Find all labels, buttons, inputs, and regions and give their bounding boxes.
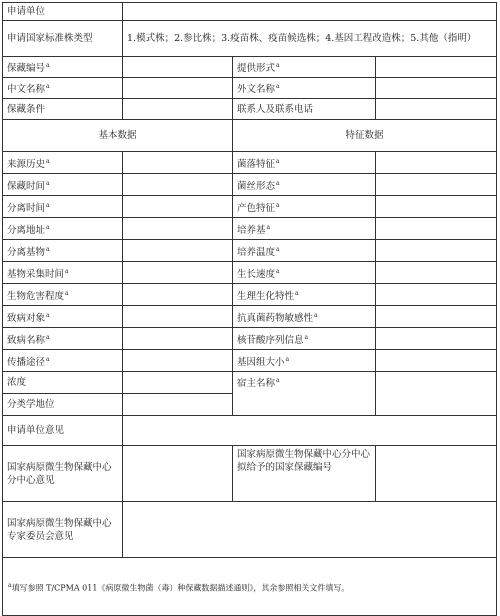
data-row	[3, 262, 497, 284]
contact-info-field[interactable]	[376, 99, 497, 120]
chinese-name-label: 中文名称$^a$	[3, 78, 123, 99]
data-row-right-label: 生理生化特性$^a$	[233, 284, 376, 306]
data-row-left-label: 来源历史$^a$	[3, 152, 123, 174]
data-row	[3, 152, 497, 174]
provision-form-label: 提供形式$^a$	[233, 57, 376, 78]
data-row-right-label: 培养温度$^a$	[233, 240, 376, 262]
data-row-right-label: 生长速度$^a$	[233, 262, 376, 284]
data-row-left-field[interactable]	[123, 328, 233, 350]
concentration-field[interactable]	[123, 372, 233, 394]
preservation-number-field[interactable]	[123, 57, 233, 78]
data-row	[3, 174, 497, 196]
footnote: $^a$填写参照 T/CPMA 011《病原微生物菌（毒）种保藏数据描述通则》，其余参照相关文件填写。	[3, 558, 497, 616]
expert-committee-opinion-label: 国家病原微生物保藏中心专家委员会意见	[3, 502, 123, 558]
data-row	[3, 328, 497, 350]
data-row	[3, 240, 497, 262]
data-row-left-label: 分离时间$^a$	[3, 196, 123, 218]
data-row	[3, 284, 497, 306]
data-row-left-field[interactable]	[123, 218, 233, 240]
data-row-right-field[interactable]	[376, 218, 497, 240]
data-row-left-label: 基物采集时间$^a$	[3, 262, 123, 284]
applicant-unit-field[interactable]	[123, 3, 497, 21]
name-row	[3, 78, 497, 99]
expert-committee-row	[3, 502, 497, 558]
applicant-unit-label: 申请单位	[3, 3, 123, 21]
data-row	[3, 306, 497, 328]
data-row-right-field[interactable]	[376, 174, 497, 196]
chinese-name-field[interactable]	[123, 78, 233, 99]
host-name-label: 宿主名称$^a$	[233, 372, 376, 416]
preservation-conditions-field[interactable]	[123, 99, 233, 120]
data-row-right-field[interactable]	[376, 350, 497, 372]
data-row-left-label: 致病名称$^a$	[3, 328, 123, 350]
data-row	[3, 218, 497, 240]
subcenter-row	[3, 446, 497, 502]
basic-data-header: 基本数据	[3, 120, 233, 152]
foreign-name-field[interactable]	[376, 78, 497, 99]
taxonomic-position-label: 分类学地位	[3, 394, 123, 416]
subcenter-opinion-label: 国家病原微生物保藏中心分中心意见	[3, 446, 123, 502]
standard-strain-type-row	[3, 21, 497, 57]
applicant-unit-row	[3, 3, 497, 21]
data-row-right-field[interactable]	[376, 284, 497, 306]
standard-strain-type-label: 申请国家标准株类型	[3, 21, 123, 57]
data-row-right-field[interactable]	[376, 152, 497, 174]
data-row-left-field[interactable]	[123, 284, 233, 306]
section-header-row	[3, 120, 497, 152]
expert-committee-opinion-field[interactable]	[123, 502, 497, 558]
data-row-left-label: 分离基物$^a$	[3, 240, 123, 262]
foreign-name-label: 外文名称$^a$	[233, 78, 376, 99]
data-row-left-label: 生物危害程度$^a$	[3, 284, 123, 306]
data-row	[3, 350, 497, 372]
data-row-right-label: 菌落特征$^a$	[233, 152, 376, 174]
applicant-opinion-label: 申请单位意见	[3, 416, 123, 446]
data-row-right-label: 菌丝形态$^a$	[233, 174, 376, 196]
applicant-opinion-row	[3, 416, 497, 446]
data-row-left-field[interactable]	[123, 350, 233, 372]
proposed-number-field[interactable]	[376, 446, 497, 502]
data-row-left-field[interactable]	[123, 306, 233, 328]
contact-info-label: 联系人及联系电话	[233, 99, 376, 120]
form-table	[2, 2, 497, 616]
data-row-left-label: 保藏时间$^a$	[3, 174, 123, 196]
subcenter-opinion-field[interactable]	[123, 446, 233, 502]
provision-form-field[interactable]	[376, 57, 497, 78]
data-row-right-label: 抗真菌药物敏感性$^a$	[233, 306, 376, 328]
data-row-right-field[interactable]	[376, 262, 497, 284]
data-row-left-label: 传播途径$^a$	[3, 350, 123, 372]
standard-strain-type-options: 1.模式株；2.参比株；3.疫苗株、疫苗候选株；4.基因工程改造株；5.其他（指明）	[123, 21, 497, 57]
preservation-number-row	[3, 57, 497, 78]
concentration-row	[3, 372, 497, 394]
preservation-number-label: 保藏编号$^a$	[3, 57, 123, 78]
data-row-left-field[interactable]	[123, 196, 233, 218]
data-row-right-label: 核苷酸序列信息$^a$	[233, 328, 376, 350]
data-row-left-field[interactable]	[123, 240, 233, 262]
application-form	[2, 2, 496, 610]
characteristic-data-header: 特征数据	[233, 120, 497, 152]
conditions-row	[3, 99, 497, 120]
data-row-right-field[interactable]	[376, 240, 497, 262]
concentration-label: 浓度	[3, 372, 123, 394]
data-row-right-label: 产色特征$^a$	[233, 196, 376, 218]
data-row-right-field[interactable]	[376, 196, 497, 218]
data-row-left-label: 分离地址$^a$	[3, 218, 123, 240]
data-row-right-field[interactable]	[376, 306, 497, 328]
applicant-opinion-field[interactable]	[123, 416, 497, 446]
data-row-left-label: 致病对象$^a$	[3, 306, 123, 328]
data-row-right-label: 基因组大小$^a$	[233, 350, 376, 372]
proposed-number-label: 国家病原微生物保藏中心分中心拟给予的国家保藏编号	[233, 446, 376, 502]
data-row-left-field[interactable]	[123, 152, 233, 174]
taxonomic-position-field[interactable]	[123, 394, 233, 416]
data-row-right-field[interactable]	[376, 328, 497, 350]
footnote-row	[3, 558, 497, 616]
preservation-conditions-label: 保藏条件	[3, 99, 123, 120]
data-row-left-field[interactable]	[123, 174, 233, 196]
data-row-left-field[interactable]	[123, 262, 233, 284]
data-row-right-label: 培养基$^a$	[233, 218, 376, 240]
host-name-field[interactable]	[376, 372, 497, 416]
data-row	[3, 196, 497, 218]
